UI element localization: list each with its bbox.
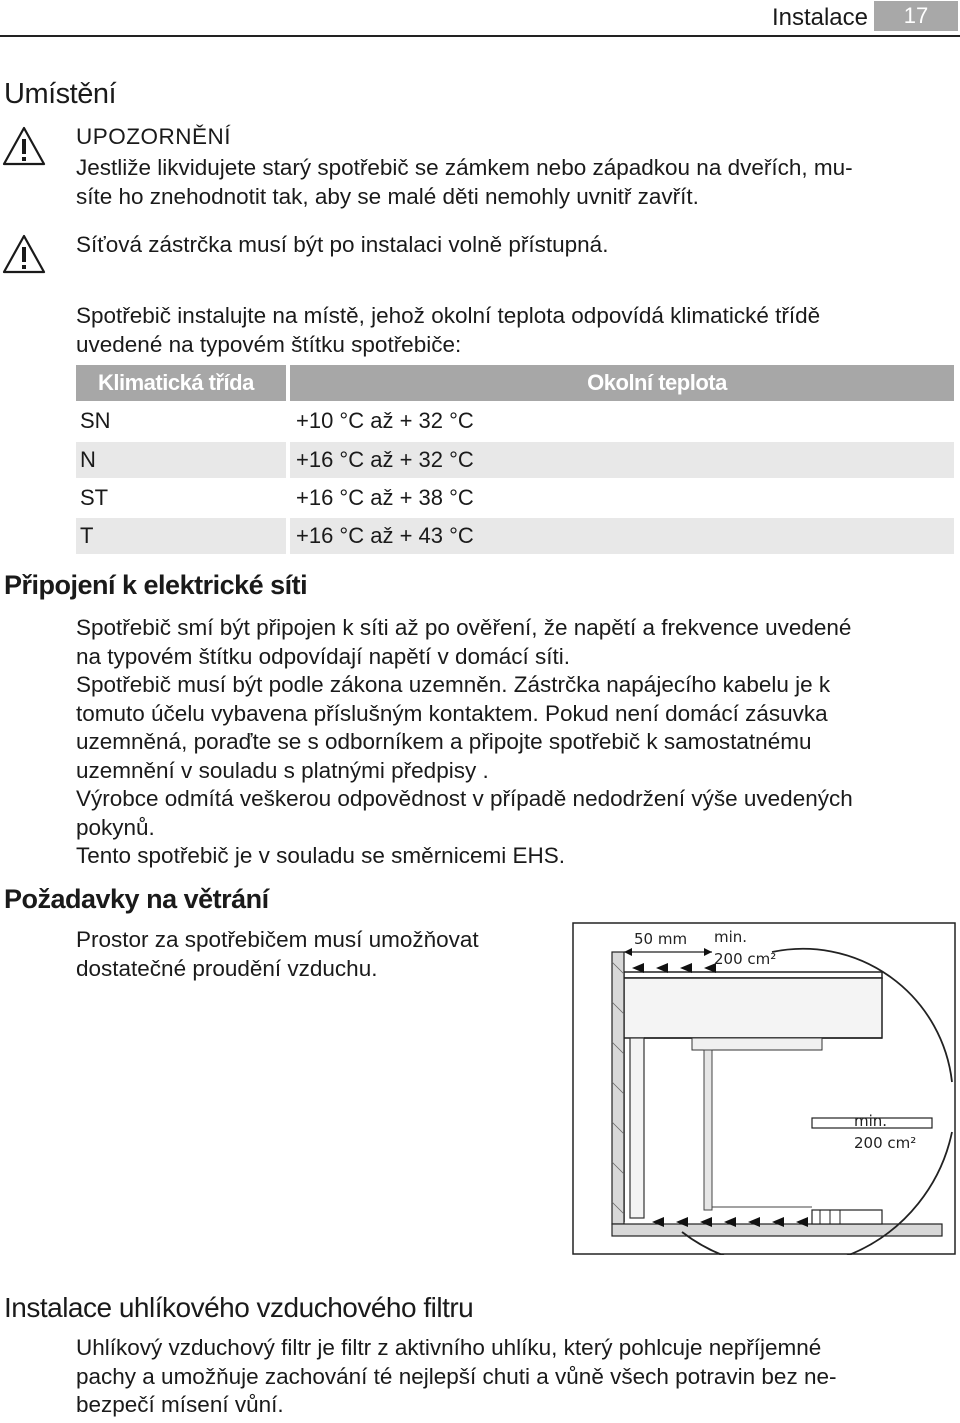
- carbon-filter-text-line: bezpečí mísení vůní.: [76, 1392, 284, 1417]
- electrical-text-line: na typovém štítku odpovídají napětí v domácí síti.: [76, 643, 571, 669]
- carbon-filter-text-line: Uhlíkový vzduchový filtr je filtr z aktivního uhlíku, který pohlcuje nepříjemné: [76, 1335, 822, 1360]
- heading-carbon-filter: Instalace uhlíkového vzduchového filtru: [4, 1292, 474, 1323]
- header-section-title: Instalace: [771, 4, 868, 31]
- carbon-filter-text-line: pachy a umožňuje zachování té nejlepší chuti a vůně všech potravin bez ne-: [76, 1363, 837, 1389]
- header-rule: [0, 35, 960, 37]
- heading-ventilation: Požadavky na větrání: [4, 884, 269, 914]
- table-header-row: [76, 365, 954, 401]
- bottom-area-label: 200 cm²: [854, 1134, 917, 1152]
- climate-table: [76, 365, 954, 554]
- electrical-text-line: Spotřebič smí být připojen k síti až po ověření, že napětí a frekvence uvedené: [76, 615, 852, 640]
- table-row: [76, 480, 954, 516]
- climate-intro-line: uvedené na typovém štítku spotřebiče:: [76, 331, 462, 357]
- warning-icon: [2, 126, 46, 166]
- warning-icon: [2, 234, 46, 274]
- warning-text-line: Jestliže likvidujete starý spotřebič se zámkem nebo západkou na dveřích, mu-: [76, 155, 853, 180]
- heading-umisteni: Umístění: [4, 78, 117, 110]
- plug-note: Síťová zástrčka musí být po instalaci volně přístupná.: [76, 232, 609, 257]
- carbon-filter-text: [76, 1334, 836, 1420]
- table-row: [76, 403, 954, 439]
- electrical-text-line: Výrobce odmítá veškerou odpovědnost v případě nedodržení výše uvedených: [76, 786, 853, 811]
- header-ambient-temperature: Okolní teplota: [290, 365, 954, 401]
- electrical-text-line: tomuto účelu vybavena příslušným kontaktem. Pokud není domácí zásuvka: [76, 700, 828, 726]
- temperature-cell: +10 °C až + 32 °C: [296, 408, 474, 434]
- ventilation-text-line: Prostor za spotřebičem musí umožňovat: [76, 927, 479, 952]
- bottom-min-label: min.: [854, 1112, 888, 1130]
- warning-text-line: síte ho znehodnotit tak, aby se malé děti nemohly uvnitř zavřít.: [76, 183, 699, 209]
- page-number: 17: [874, 1, 958, 31]
- climate-class-cell: N: [76, 442, 286, 478]
- warning-title: UPOZORNĚNÍ: [76, 124, 232, 149]
- table-row: [76, 518, 954, 554]
- electrical-text-line: pokynů.: [76, 814, 155, 840]
- temperature-cell: +16 °C až + 43 °C: [290, 518, 954, 554]
- temperature-cell: +16 °C až + 38 °C: [296, 484, 474, 510]
- electrical-text: [76, 614, 853, 871]
- ventilation-text-line: dostatečné proudění vzduchu.: [76, 955, 378, 981]
- electrical-text-line: Spotřebič musí být podle zákona uzemněn. Zástrčka napájecího kabelu je k: [76, 672, 831, 697]
- climate-class-cell: SN: [80, 408, 111, 434]
- ventilation-text: [76, 926, 479, 983]
- electrical-text-line: uzemněná, poraďte se s odborníkem a připojte spotřebič k samostatnému: [76, 729, 812, 754]
- climate-class-cell: T: [76, 518, 286, 554]
- top-min-label: min.: [714, 928, 748, 946]
- table-row: [76, 442, 954, 478]
- gap-label: 50 mm: [634, 930, 688, 948]
- top-area-label: 200 cm²: [714, 950, 777, 968]
- header-climate-class: Klimatická třída: [76, 365, 286, 401]
- climate-intro: [76, 302, 820, 359]
- electrical-text-line: uzemnění v souladu s platnými předpisy .: [76, 757, 489, 783]
- electrical-text-line: Tento spotřebič je v souladu se směrnicemi EHS.: [76, 843, 565, 868]
- ventilation-diagram: [572, 922, 956, 1255]
- warning-text: [76, 154, 853, 211]
- temperature-cell: +16 °C až + 32 °C: [290, 442, 954, 478]
- heading-electrical: Připojení k elektrické síti: [4, 570, 308, 600]
- climate-intro-line: Spotřebič instalujte na místě, jehož okolní teplota odpovídá klimatické třídě: [76, 303, 821, 328]
- climate-class-cell: ST: [80, 484, 109, 510]
